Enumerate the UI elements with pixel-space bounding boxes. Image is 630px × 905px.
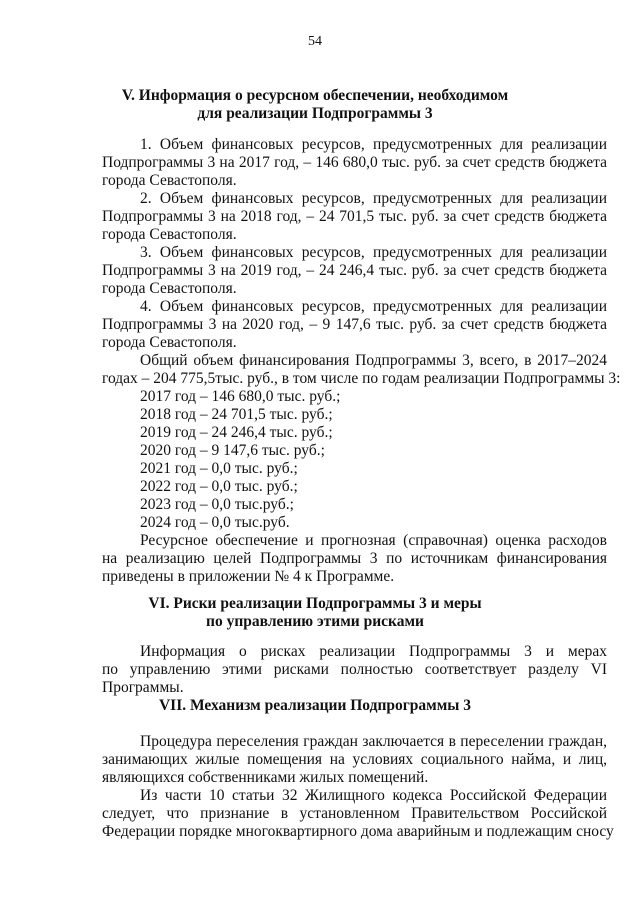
heading-line: V. Информация о ресурсном обеспечении, необходимом [121,87,509,104]
text-line: Федерации порядке многоквартирного дома аварийным и подлежащим сносу [102,823,614,840]
section-7-paragraph-1 [102,733,607,787]
year-line: 2017 год – 146 680,0 тыс. руб.; [140,388,341,405]
text-line: следует, что признание в установленном Правительством Российской [102,805,607,822]
year-line: 2018 год – 24 701,5 тыс. руб.; [140,406,333,423]
text-line: Подпрограммы 3 на 2019 год, – 24 246,4 тыс. руб. за счет средств бюджета [102,262,607,279]
text-line: Подпрограммы 3 на 2020 год, – 9 147,6 тыс. руб. за счет средств бюджета [102,316,607,333]
text-line: занимающих жилые помещения на условиях социального найма, и лиц, [102,751,607,768]
text-line: Подпрограммы 3 на 2017 год, – 146 680,0 тыс. руб. за счет средств бюджета [102,154,607,171]
text-line: Из части 10 статьи 32 Жилищного кодекса Российской Федерации [140,787,607,804]
funding-item-3 [102,244,607,298]
text-line: на реализацию целей Подпрограммы 3 по источникам финансирования [102,550,607,567]
text-line: города Севастополя. [102,280,237,297]
text-line: Подпрограммы 3 на 2018 год, – 24 701,5 тыс. руб. за счет средств бюджета [102,208,607,225]
heading-line: для реализации Подпрограммы 3 [197,105,433,122]
text-line: по управлению этими рисками полностью соответствует разделу VI [102,661,607,678]
year-line: 2024 год – 0,0 тыс.руб. [140,514,290,531]
section-6-heading [0,595,630,631]
text-line: годах – 204 775,5тыс. руб., в том числе по годам реализации Подпрограммы 3: [102,370,621,387]
text-line: являющихся собственниками жилых помещений. [102,769,429,786]
text-line: приведены в приложении № 4 к Программе. [102,568,395,585]
funding-item-2 [102,190,607,244]
year-line: 2023 год – 0,0 тыс.руб.; [140,496,294,513]
section-5-heading [0,87,630,123]
section-7-heading [0,697,630,715]
text-line: Программы. [102,679,184,696]
section-6-paragraph [102,643,607,697]
text-line: 3. Объем финансовых ресурсов, предусмотренных для реализации [140,244,607,261]
funding-item-1 [102,136,607,190]
text-line: Процедура переселения граждан заключается в переселении граждан, [140,733,607,750]
text-line: 4. Объем финансовых ресурсов, предусмотренных для реализации [140,298,607,315]
year-line: 2021 год – 0,0 тыс. руб.; [140,460,298,477]
heading-line: по управлению этими рисками [206,613,424,630]
funding-total [102,352,621,586]
text-line: Ресурсное обеспечение и прогнозная (справочная) оценка расходов [140,532,607,549]
text-line: 1. Объем финансовых ресурсов, предусмотренных для реализации [140,136,607,153]
heading-line: VI. Риски реализации Подпрограммы 3 и меры [148,595,482,612]
text-line: города Севастополя. [102,334,237,351]
year-line: 2019 год – 24 246,4 тыс. руб.; [140,424,333,441]
text-line: города Севастополя. [102,172,237,189]
funding-item-4 [102,298,607,352]
year-line: 2020 год – 9 147,6 тыс. руб.; [140,442,325,459]
text-line: Информация о рисках реализации Подпрограммы 3 и мерах [140,643,607,660]
heading-line: VII. Механизм реализации Подпрограммы 3 [158,697,471,714]
page-number: 54 [308,34,322,49]
section-7-paragraph-2 [102,787,614,841]
text-line: 2. Объем финансовых ресурсов, предусмотренных для реализации [140,190,607,207]
text-line: Общий объем финансирования Подпрограммы 3, всего, в 2017–2024 [140,352,607,369]
text-line: города Севастополя. [102,226,237,243]
year-line: 2022 год – 0,0 тыс. руб.; [140,478,298,495]
